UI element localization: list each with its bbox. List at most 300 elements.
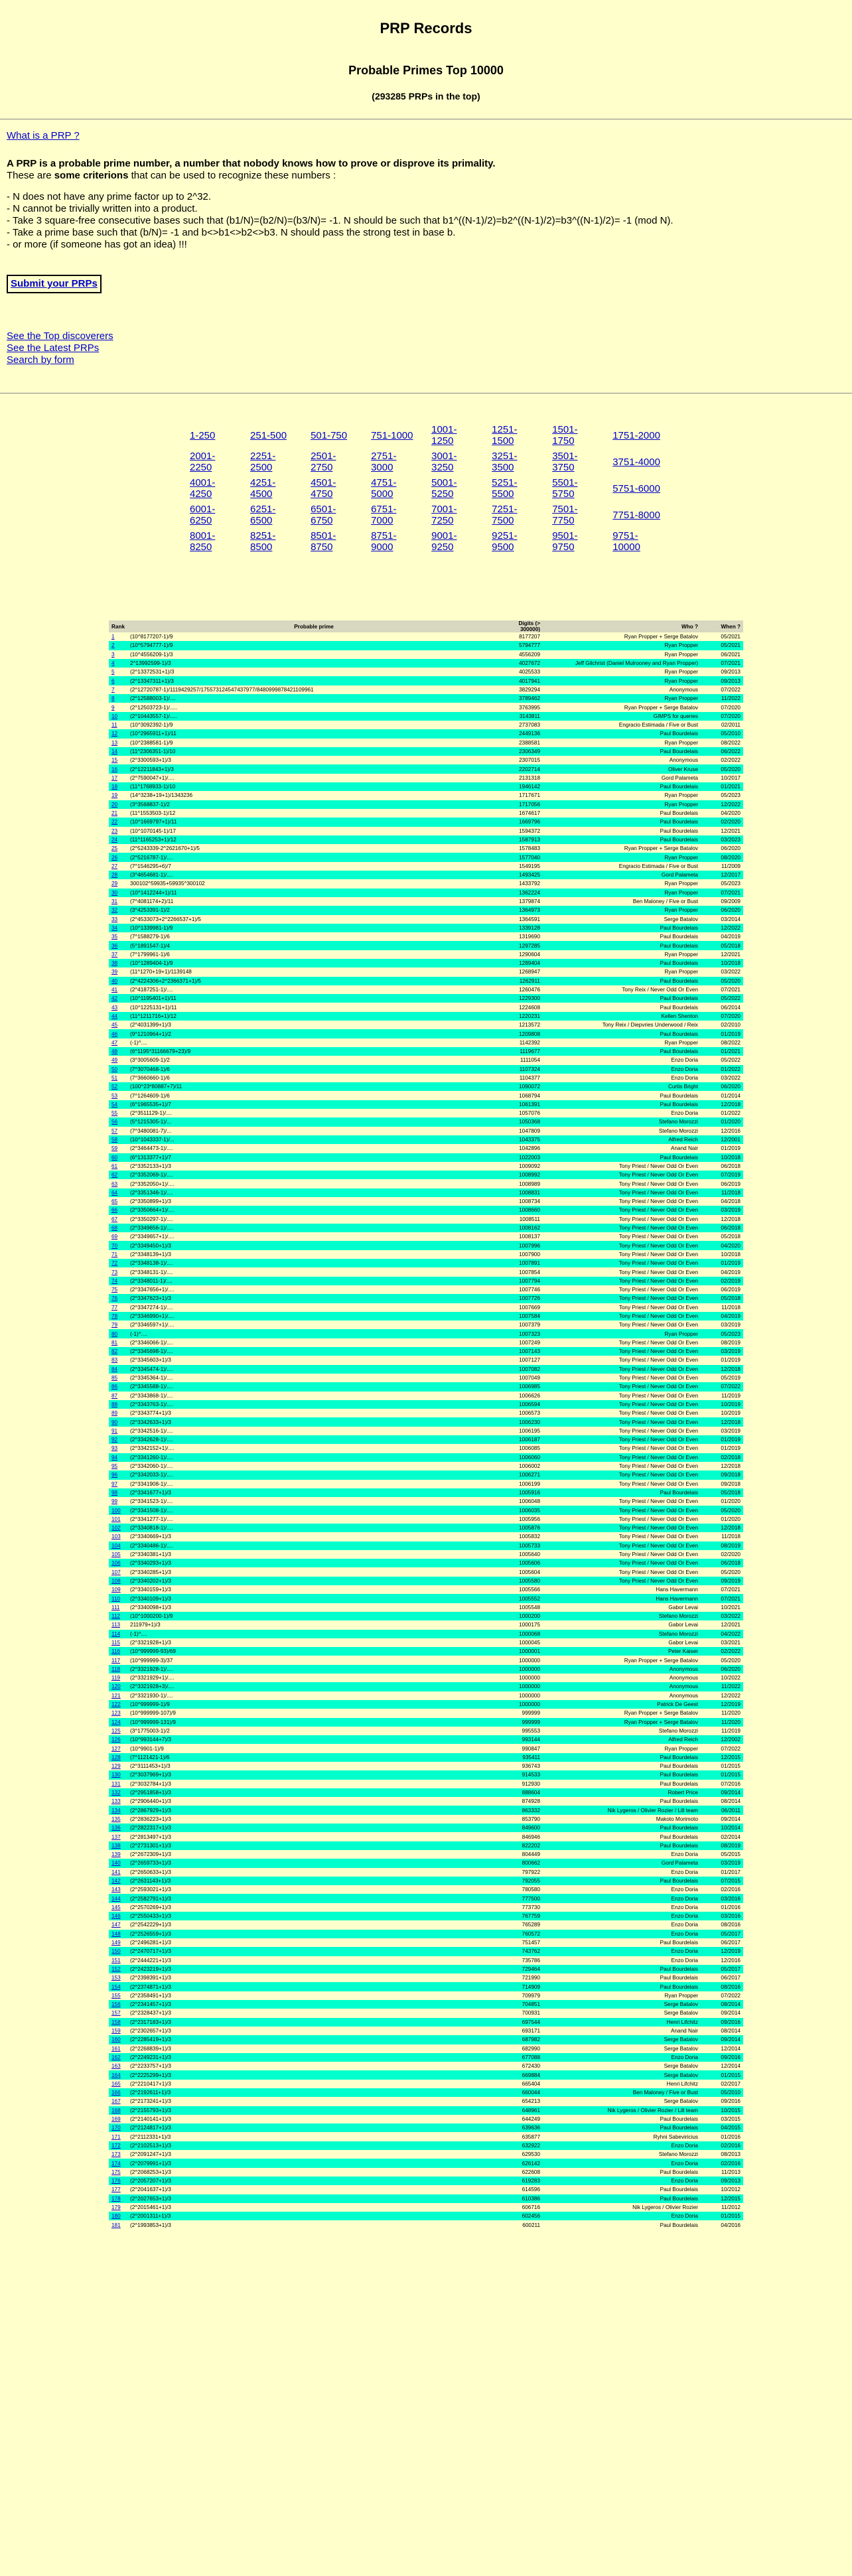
digits-cell: 765289 — [500, 1920, 543, 1929]
who-cell: Ryhni Sabeviricius — [543, 2132, 701, 2141]
rank-link[interactable]: 53 — [111, 1092, 118, 1099]
rank-link[interactable]: 38 — [111, 960, 118, 967]
rank-link[interactable]: 138 — [111, 1842, 121, 1849]
rank-link[interactable]: 99 — [111, 1498, 118, 1505]
digits-cell: 935411 — [500, 1753, 543, 1762]
rank-link[interactable]: 170 — [111, 2125, 121, 2131]
rank-link[interactable]: 106 — [111, 1560, 121, 1567]
rank-link[interactable]: 118 — [111, 1666, 121, 1672]
digits-cell: 1717056 — [500, 800, 543, 809]
digits-cell: 602456 — [500, 2212, 543, 2220]
rank-link[interactable]: 86 — [111, 1384, 118, 1390]
range-link[interactable]: 1751-2000 — [612, 429, 660, 441]
rank-link[interactable]: 88 — [111, 1401, 118, 1407]
rank-link[interactable]: 49 — [111, 1057, 118, 1064]
rank-link[interactable]: 59 — [111, 1145, 118, 1152]
rank-link[interactable]: 144 — [111, 1895, 121, 1902]
rank-link[interactable]: 129 — [111, 1763, 121, 1770]
rank-link[interactable]: 44 — [111, 1013, 118, 1019]
rank-link[interactable]: 157 — [111, 2010, 121, 2017]
rank-link[interactable]: 96 — [111, 1472, 118, 1478]
rank-link[interactable]: 34 — [111, 924, 118, 931]
digits-cell: 1213572 — [500, 1021, 543, 1029]
rank-link[interactable]: 47 — [111, 1039, 118, 1046]
rank-link[interactable]: 107 — [111, 1569, 121, 1575]
prime-cell: (2^3340109+1)/3 — [127, 1594, 500, 1603]
rank-link[interactable]: 126 — [111, 1737, 121, 1743]
digits-cell: 863332 — [500, 1806, 543, 1814]
when-cell: 01/2019 — [701, 1029, 743, 1038]
rank-link[interactable]: 51 — [111, 1074, 118, 1081]
rank-link[interactable]: 71 — [111, 1251, 118, 1257]
rank-link[interactable]: 111 — [111, 1604, 120, 1610]
when-cell: 02/2022 — [701, 1647, 743, 1656]
rank-link[interactable]: 122 — [111, 1701, 121, 1708]
range-link[interactable]: 5001-5250 — [431, 477, 457, 500]
when-cell: 02/2011 — [701, 721, 743, 729]
range-link[interactable]: 6751-7000 — [371, 504, 397, 526]
rank-link[interactable]: 120 — [111, 1683, 121, 1690]
range-link[interactable]: 3751-4000 — [612, 456, 660, 468]
when-cell: 06/2017 — [701, 1938, 743, 1947]
rank-link[interactable]: 10 — [111, 713, 118, 719]
rank-link[interactable]: 162 — [111, 2054, 121, 2060]
rank-link[interactable]: 17 — [111, 774, 118, 781]
prime-cell: (2^12588003-1)/.... — [127, 694, 500, 703]
range-link[interactable]: 8751-9000 — [371, 530, 397, 553]
range-link[interactable]: 8501-8750 — [311, 530, 336, 553]
submit-prps-link[interactable]: Submit your PRPs — [11, 278, 98, 289]
rank-link[interactable]: 155 — [111, 1992, 121, 1999]
rank-link[interactable]: 2 — [111, 642, 115, 649]
rank-link[interactable]: 32 — [111, 907, 118, 914]
rank-cell — [109, 1682, 127, 1691]
rank-link[interactable]: 95 — [111, 1463, 118, 1470]
rank-link[interactable]: 97 — [111, 1480, 118, 1487]
prime-cell: (11^1553503-1)/12 — [127, 809, 500, 818]
rank-link[interactable]: 167 — [111, 2098, 121, 2105]
rank-link[interactable]: 42 — [111, 995, 118, 1002]
range-link[interactable]: 4751-5000 — [371, 477, 397, 500]
table-row — [109, 694, 743, 703]
when-cell: 12/2002 — [701, 1735, 743, 1744]
rank-link[interactable]: 21 — [111, 810, 118, 817]
range-link[interactable]: 3001-3250 — [431, 451, 457, 473]
rank-link[interactable]: 13 — [111, 739, 118, 746]
rank-link[interactable]: 141 — [111, 1869, 121, 1875]
range-link[interactable]: 9001-9250 — [431, 530, 457, 553]
rank-link[interactable]: 89 — [111, 1410, 118, 1417]
rank-link[interactable]: 68 — [111, 1225, 118, 1232]
range-link[interactable]: 1001-1250 — [431, 424, 457, 447]
rank-link[interactable]: 72 — [111, 1260, 118, 1267]
rank-link[interactable]: 100 — [111, 1507, 121, 1514]
rank-link[interactable]: 22 — [111, 819, 118, 825]
rank-link[interactable]: 23 — [111, 827, 118, 834]
who-cell: Paul Bourdelais — [543, 729, 701, 738]
table-row — [109, 2159, 743, 2167]
prime-cell: (2^3345588-1)/.... — [127, 1382, 500, 1391]
rank-link[interactable]: 113 — [111, 1622, 121, 1628]
range-link[interactable]: 4501-4750 — [311, 477, 336, 500]
rank-link[interactable]: 84 — [111, 1366, 118, 1372]
rank-link[interactable]: 93 — [111, 1445, 118, 1452]
prime-cell: (2^3321929+1)/.... — [127, 1674, 500, 1682]
rank-link[interactable]: 147 — [111, 1922, 121, 1928]
rank-link[interactable]: 19 — [111, 792, 118, 799]
rank-link[interactable]: 14 — [111, 749, 118, 754]
rank-link[interactable]: 178 — [111, 2195, 121, 2202]
range-link[interactable]: 7251-7500 — [492, 504, 518, 526]
range-link[interactable]: 501-750 — [311, 429, 348, 441]
rank-link[interactable]: 116 — [111, 1648, 121, 1655]
rank-link[interactable]: 70 — [111, 1242, 118, 1249]
rank-link[interactable]: 30 — [111, 889, 118, 896]
rank-link[interactable]: 85 — [111, 1375, 118, 1382]
rank-link[interactable]: 171 — [111, 2133, 121, 2140]
what-is-prp-link[interactable]: What is a PRP ? — [7, 130, 80, 141]
rank-link[interactable]: 176 — [111, 2178, 121, 2184]
rank-link[interactable]: 114 — [111, 1630, 121, 1637]
rank-link[interactable]: 109 — [111, 1587, 121, 1593]
rank-link[interactable]: 104 — [111, 1542, 121, 1549]
rank-link[interactable]: 50 — [111, 1066, 118, 1072]
rank-link[interactable]: 98 — [111, 1489, 118, 1496]
when-cell: 12/2015 — [701, 1753, 743, 1762]
search-form-link[interactable]: Search by form — [7, 354, 74, 366]
range-link[interactable]: 2501-2750 — [311, 451, 336, 473]
rank-link[interactable]: 142 — [111, 1878, 121, 1884]
prime-cell: (2^3341277-1)/.... — [127, 1515, 500, 1524]
rank-link[interactable]: 60 — [111, 1154, 118, 1161]
rank-link[interactable]: 76 — [111, 1295, 118, 1302]
range-link[interactable]: 1-250 — [190, 429, 216, 441]
rank-link[interactable]: 180 — [111, 2213, 121, 2220]
who-cell: Enzo Doria — [543, 2212, 701, 2220]
rank-link[interactable]: 117 — [111, 1657, 121, 1664]
digits-cell: 622608 — [500, 2168, 543, 2177]
rank-link[interactable]: 152 — [111, 1966, 121, 1972]
rank-cell — [109, 1259, 127, 1267]
range-link[interactable]: 5501-5750 — [552, 477, 578, 500]
rank-link[interactable]: 103 — [111, 1534, 121, 1540]
rank-link[interactable]: 33 — [111, 916, 118, 922]
rank-link[interactable]: 128 — [111, 1754, 121, 1760]
rank-link[interactable]: 27 — [111, 863, 118, 869]
rank-link[interactable]: 124 — [111, 1719, 121, 1725]
rank-link[interactable]: 57 — [111, 1127, 118, 1134]
range-link[interactable]: 5251-5500 — [492, 477, 518, 500]
header-prime[interactable]: Probable prime — [127, 620, 500, 632]
rank-link[interactable]: 166 — [111, 2090, 121, 2096]
range-link[interactable]: 6001-6250 — [190, 504, 216, 526]
rank-link[interactable]: 66 — [111, 1207, 118, 1214]
rank-link[interactable]: 151 — [111, 1957, 121, 1964]
rank-link[interactable]: 54 — [111, 1101, 118, 1108]
rank-link[interactable]: 16 — [111, 766, 118, 772]
range-link[interactable]: 9501-9750 — [552, 530, 578, 553]
header-digits[interactable]: Digits (> 300000) — [500, 620, 543, 632]
table-row — [109, 2141, 743, 2150]
when-cell: 05/2020 — [701, 1506, 743, 1514]
rank-link[interactable]: 130 — [111, 1772, 121, 1778]
rank-link[interactable]: 35 — [111, 934, 118, 940]
rank-link[interactable]: 161 — [111, 2045, 121, 2052]
rank-link[interactable]: 136 — [111, 1825, 121, 1831]
digits-cell: 610386 — [500, 2194, 543, 2203]
range-link[interactable]: 3501-3750 — [552, 451, 578, 473]
rank-link[interactable]: 80 — [111, 1330, 118, 1337]
prime-cell: (2^2173241+1)/3 — [127, 2097, 500, 2106]
rank-link[interactable]: 9 — [111, 704, 115, 711]
digits-cell: 751457 — [500, 1938, 543, 1947]
range-link[interactable]: 2251-2500 — [250, 451, 276, 473]
rank-link[interactable]: 108 — [111, 1577, 121, 1584]
rank-link[interactable]: 61 — [111, 1163, 118, 1169]
rank-link[interactable]: 28 — [111, 872, 118, 879]
range-link[interactable]: 7001-7250 — [431, 504, 457, 526]
range-link[interactable]: 1251-1500 — [492, 424, 518, 447]
rank-link[interactable]: 6 — [111, 678, 115, 684]
digits-cell: 626142 — [500, 2159, 543, 2167]
rank-link[interactable]: 24 — [111, 836, 118, 843]
rank-link[interactable]: 158 — [111, 2019, 121, 2025]
rank-link[interactable]: 48 — [111, 1048, 118, 1055]
rank-link[interactable]: 179 — [111, 2204, 121, 2210]
rank-link[interactable]: 20 — [111, 801, 118, 808]
rank-link[interactable]: 165 — [111, 2080, 121, 2087]
header-who[interactable]: Who ? — [543, 620, 701, 632]
when-cell: 10/2018 — [701, 1250, 743, 1259]
rank-link[interactable]: 73 — [111, 1269, 118, 1275]
rank-link[interactable]: 145 — [111, 1904, 121, 1910]
table-row — [109, 977, 743, 985]
rank-link[interactable]: 131 — [111, 1780, 121, 1787]
table-row — [109, 2070, 743, 2079]
range-link[interactable]: 7501-7750 — [552, 504, 578, 526]
rank-link[interactable]: 132 — [111, 1790, 121, 1796]
rank-link[interactable]: 1 — [111, 634, 115, 640]
rank-link[interactable]: 173 — [111, 2151, 121, 2158]
rank-link[interactable]: 74 — [111, 1277, 118, 1284]
when-cell: 10/2018 — [701, 959, 743, 967]
range-link[interactable]: 6501-6750 — [311, 504, 336, 526]
when-cell: 05/2018 — [701, 941, 743, 950]
digits-cell: 780580 — [500, 1885, 543, 1894]
rank-link[interactable]: 154 — [111, 1983, 121, 1990]
table-row — [109, 2080, 743, 2088]
rank-link[interactable]: 52 — [111, 1084, 118, 1090]
rank-link[interactable]: 101 — [111, 1516, 121, 1522]
range-cell — [371, 477, 415, 500]
prime-cell: (2^4187251-1)/.... — [127, 985, 500, 994]
prime-cell: (2^7590047+1)/.... — [127, 774, 500, 782]
range-link[interactable]: 1501-1750 — [552, 424, 578, 447]
range-link[interactable]: 751-1000 — [371, 429, 413, 441]
table-row — [109, 2177, 743, 2185]
prime-cell: (2^1993853+1)/3 — [127, 2220, 500, 2229]
rank-link[interactable]: 153 — [111, 1975, 121, 1981]
rank-link[interactable]: 3 — [111, 651, 115, 658]
rank-link[interactable]: 156 — [111, 2001, 121, 2008]
rank-link[interactable]: 75 — [111, 1287, 118, 1293]
rank-link[interactable]: 7 — [111, 686, 115, 693]
rank-link[interactable]: 82 — [111, 1348, 118, 1355]
rank-link[interactable]: 58 — [111, 1137, 118, 1143]
rank-link[interactable]: 169 — [111, 2116, 121, 2123]
rank-link[interactable]: 143 — [111, 1887, 121, 1893]
rank-cell — [109, 1567, 127, 1576]
rank-link[interactable]: 148 — [111, 1930, 121, 1937]
rank-link[interactable]: 62 — [111, 1172, 118, 1179]
rank-link[interactable]: 25 — [111, 845, 118, 852]
rank-link[interactable]: 175 — [111, 2169, 121, 2175]
range-link[interactable]: 8001-8250 — [190, 530, 216, 553]
rank-link[interactable]: 123 — [111, 1710, 121, 1717]
digits-cell: 5794777 — [500, 641, 543, 650]
table-row — [109, 2220, 743, 2229]
rank-link[interactable]: 115 — [111, 1639, 121, 1646]
rank-link[interactable]: 135 — [111, 1816, 121, 1822]
range-link[interactable]: 4001-4250 — [190, 477, 216, 500]
rank-link[interactable]: 92 — [111, 1437, 118, 1443]
rank-link[interactable]: 15 — [111, 757, 118, 764]
rank-link[interactable]: 149 — [111, 1940, 121, 1946]
rank-link[interactable]: 11 — [111, 722, 117, 729]
range-link[interactable]: 2001-2250 — [190, 451, 216, 473]
table-row — [109, 835, 743, 844]
digits-cell: 4017941 — [500, 676, 543, 685]
digits-cell: 721990 — [500, 1973, 543, 1982]
rank-link[interactable]: 133 — [111, 1798, 121, 1805]
rank-link[interactable]: 36 — [111, 942, 118, 949]
rank-link[interactable]: 39 — [111, 969, 118, 975]
rank-link[interactable]: 81 — [111, 1339, 118, 1346]
rank-link[interactable]: 174 — [111, 2160, 121, 2167]
rank-link[interactable]: 139 — [111, 1851, 121, 1858]
range-link[interactable]: 8251-8500 — [250, 530, 276, 553]
rank-link[interactable]: 8 — [111, 695, 115, 702]
rank-link[interactable]: 18 — [111, 784, 118, 790]
rank-link[interactable]: 12 — [111, 731, 118, 737]
rank-link[interactable]: 146 — [111, 1913, 121, 1920]
rank-link[interactable]: 172 — [111, 2142, 121, 2149]
who-cell: Tony Priest / Never Odd Or Even — [543, 1541, 701, 1550]
rank-link[interactable]: 31 — [111, 898, 118, 905]
when-cell: 01/2015 — [701, 2212, 743, 2220]
rank-link[interactable]: 134 — [111, 1807, 121, 1814]
rank-link[interactable]: 65 — [111, 1198, 118, 1205]
rank-link[interactable]: 79 — [111, 1322, 118, 1328]
rank-link[interactable]: 67 — [111, 1216, 118, 1222]
rank-link[interactable]: 168 — [111, 2107, 121, 2113]
prime-cell: (7^3480081-7)/... — [127, 1127, 500, 1135]
rank-link[interactable]: 41 — [111, 987, 118, 993]
prime-cell: (2^2374871+1)/3 — [127, 1982, 500, 1991]
who-cell: Tony Priest / Never Odd Or Even — [543, 1312, 701, 1321]
range-link[interactable]: 5751-6000 — [612, 482, 660, 494]
rank-link[interactable]: 164 — [111, 2072, 121, 2078]
rank-link[interactable]: 43 — [111, 1004, 118, 1011]
rank-link[interactable]: 163 — [111, 2063, 121, 2070]
rank-link[interactable]: 29 — [111, 881, 118, 887]
rank-link[interactable]: 125 — [111, 1727, 121, 1734]
range-link[interactable]: 7751-8000 — [612, 509, 660, 521]
rank-link[interactable]: 160 — [111, 2037, 121, 2043]
rank-link[interactable]: 87 — [111, 1392, 118, 1399]
range-row — [190, 451, 662, 473]
rank-link[interactable]: 150 — [111, 1948, 121, 1955]
latest-prps-link[interactable]: See the Latest PRPs — [7, 342, 100, 354]
when-cell: 03/2021 — [701, 1638, 743, 1647]
rank-link[interactable]: 181 — [111, 2222, 121, 2228]
rank-link[interactable]: 4 — [111, 660, 115, 667]
range-link[interactable]: 4251-4500 — [250, 477, 276, 500]
rank-link[interactable]: 90 — [111, 1419, 118, 1425]
when-cell: 12/2021 — [701, 827, 743, 835]
range-link[interactable]: 9751-10000 — [612, 530, 640, 553]
rank-link[interactable]: 69 — [111, 1234, 118, 1240]
range-link[interactable]: 3251-3500 — [492, 451, 518, 473]
rank-link[interactable]: 177 — [111, 2186, 121, 2193]
header-rank[interactable]: Rank — [109, 620, 127, 632]
rank-link[interactable]: 56 — [111, 1119, 118, 1125]
rank-link[interactable]: 83 — [111, 1357, 118, 1364]
table-row — [109, 1356, 743, 1364]
rank-link[interactable]: 137 — [111, 1833, 121, 1840]
rank-cell — [109, 1117, 127, 1126]
rank-link[interactable]: 159 — [111, 2028, 121, 2035]
rank-link[interactable]: 105 — [111, 1551, 121, 1558]
table-row — [109, 1303, 743, 1312]
rank-link[interactable]: 91 — [111, 1427, 118, 1434]
rank-link[interactable]: 127 — [111, 1745, 121, 1752]
table-header-row — [109, 620, 743, 632]
rank-link[interactable]: 37 — [111, 951, 118, 958]
rank-link[interactable]: 26 — [111, 854, 118, 861]
header-when[interactable]: When ? — [701, 620, 743, 632]
rank-link[interactable]: 110 — [111, 1595, 121, 1602]
rank-link[interactable]: 94 — [111, 1454, 118, 1461]
who-cell: Patrick De Geest — [543, 1700, 701, 1709]
range-link[interactable]: 9251-9500 — [492, 530, 518, 553]
rank-link[interactable]: 77 — [111, 1304, 118, 1311]
rank-link[interactable]: 46 — [111, 1031, 118, 1037]
rank-cell — [109, 1585, 127, 1594]
rank-link[interactable]: 63 — [111, 1181, 118, 1187]
top-discoverers-link[interactable]: See the Top discoverers — [7, 330, 113, 342]
table-row — [109, 1250, 743, 1259]
prime-cell: (2^3345603+1)/3 — [127, 1356, 500, 1364]
rank-link[interactable]: 78 — [111, 1313, 118, 1319]
range-link[interactable]: 2751-3000 — [371, 451, 397, 473]
rank-link[interactable]: 121 — [111, 1692, 121, 1699]
when-cell: 09/2013 — [701, 668, 743, 676]
rank-link[interactable]: 5 — [111, 669, 115, 676]
table-row — [109, 774, 743, 782]
rank-link[interactable]: 140 — [111, 1860, 121, 1867]
rank-link[interactable]: 40 — [111, 977, 118, 984]
range-link[interactable]: 6251-6500 — [250, 504, 276, 526]
rank-link[interactable]: 112 — [111, 1613, 121, 1620]
rank-link[interactable]: 55 — [111, 1110, 118, 1117]
rank-link[interactable]: 64 — [111, 1189, 118, 1196]
digits-cell: 914533 — [500, 1770, 543, 1779]
rank-link[interactable]: 102 — [111, 1525, 121, 1532]
range-link[interactable]: 251-500 — [250, 429, 287, 441]
rank-link[interactable]: 119 — [111, 1675, 121, 1682]
rank-link[interactable]: 45 — [111, 1022, 118, 1029]
